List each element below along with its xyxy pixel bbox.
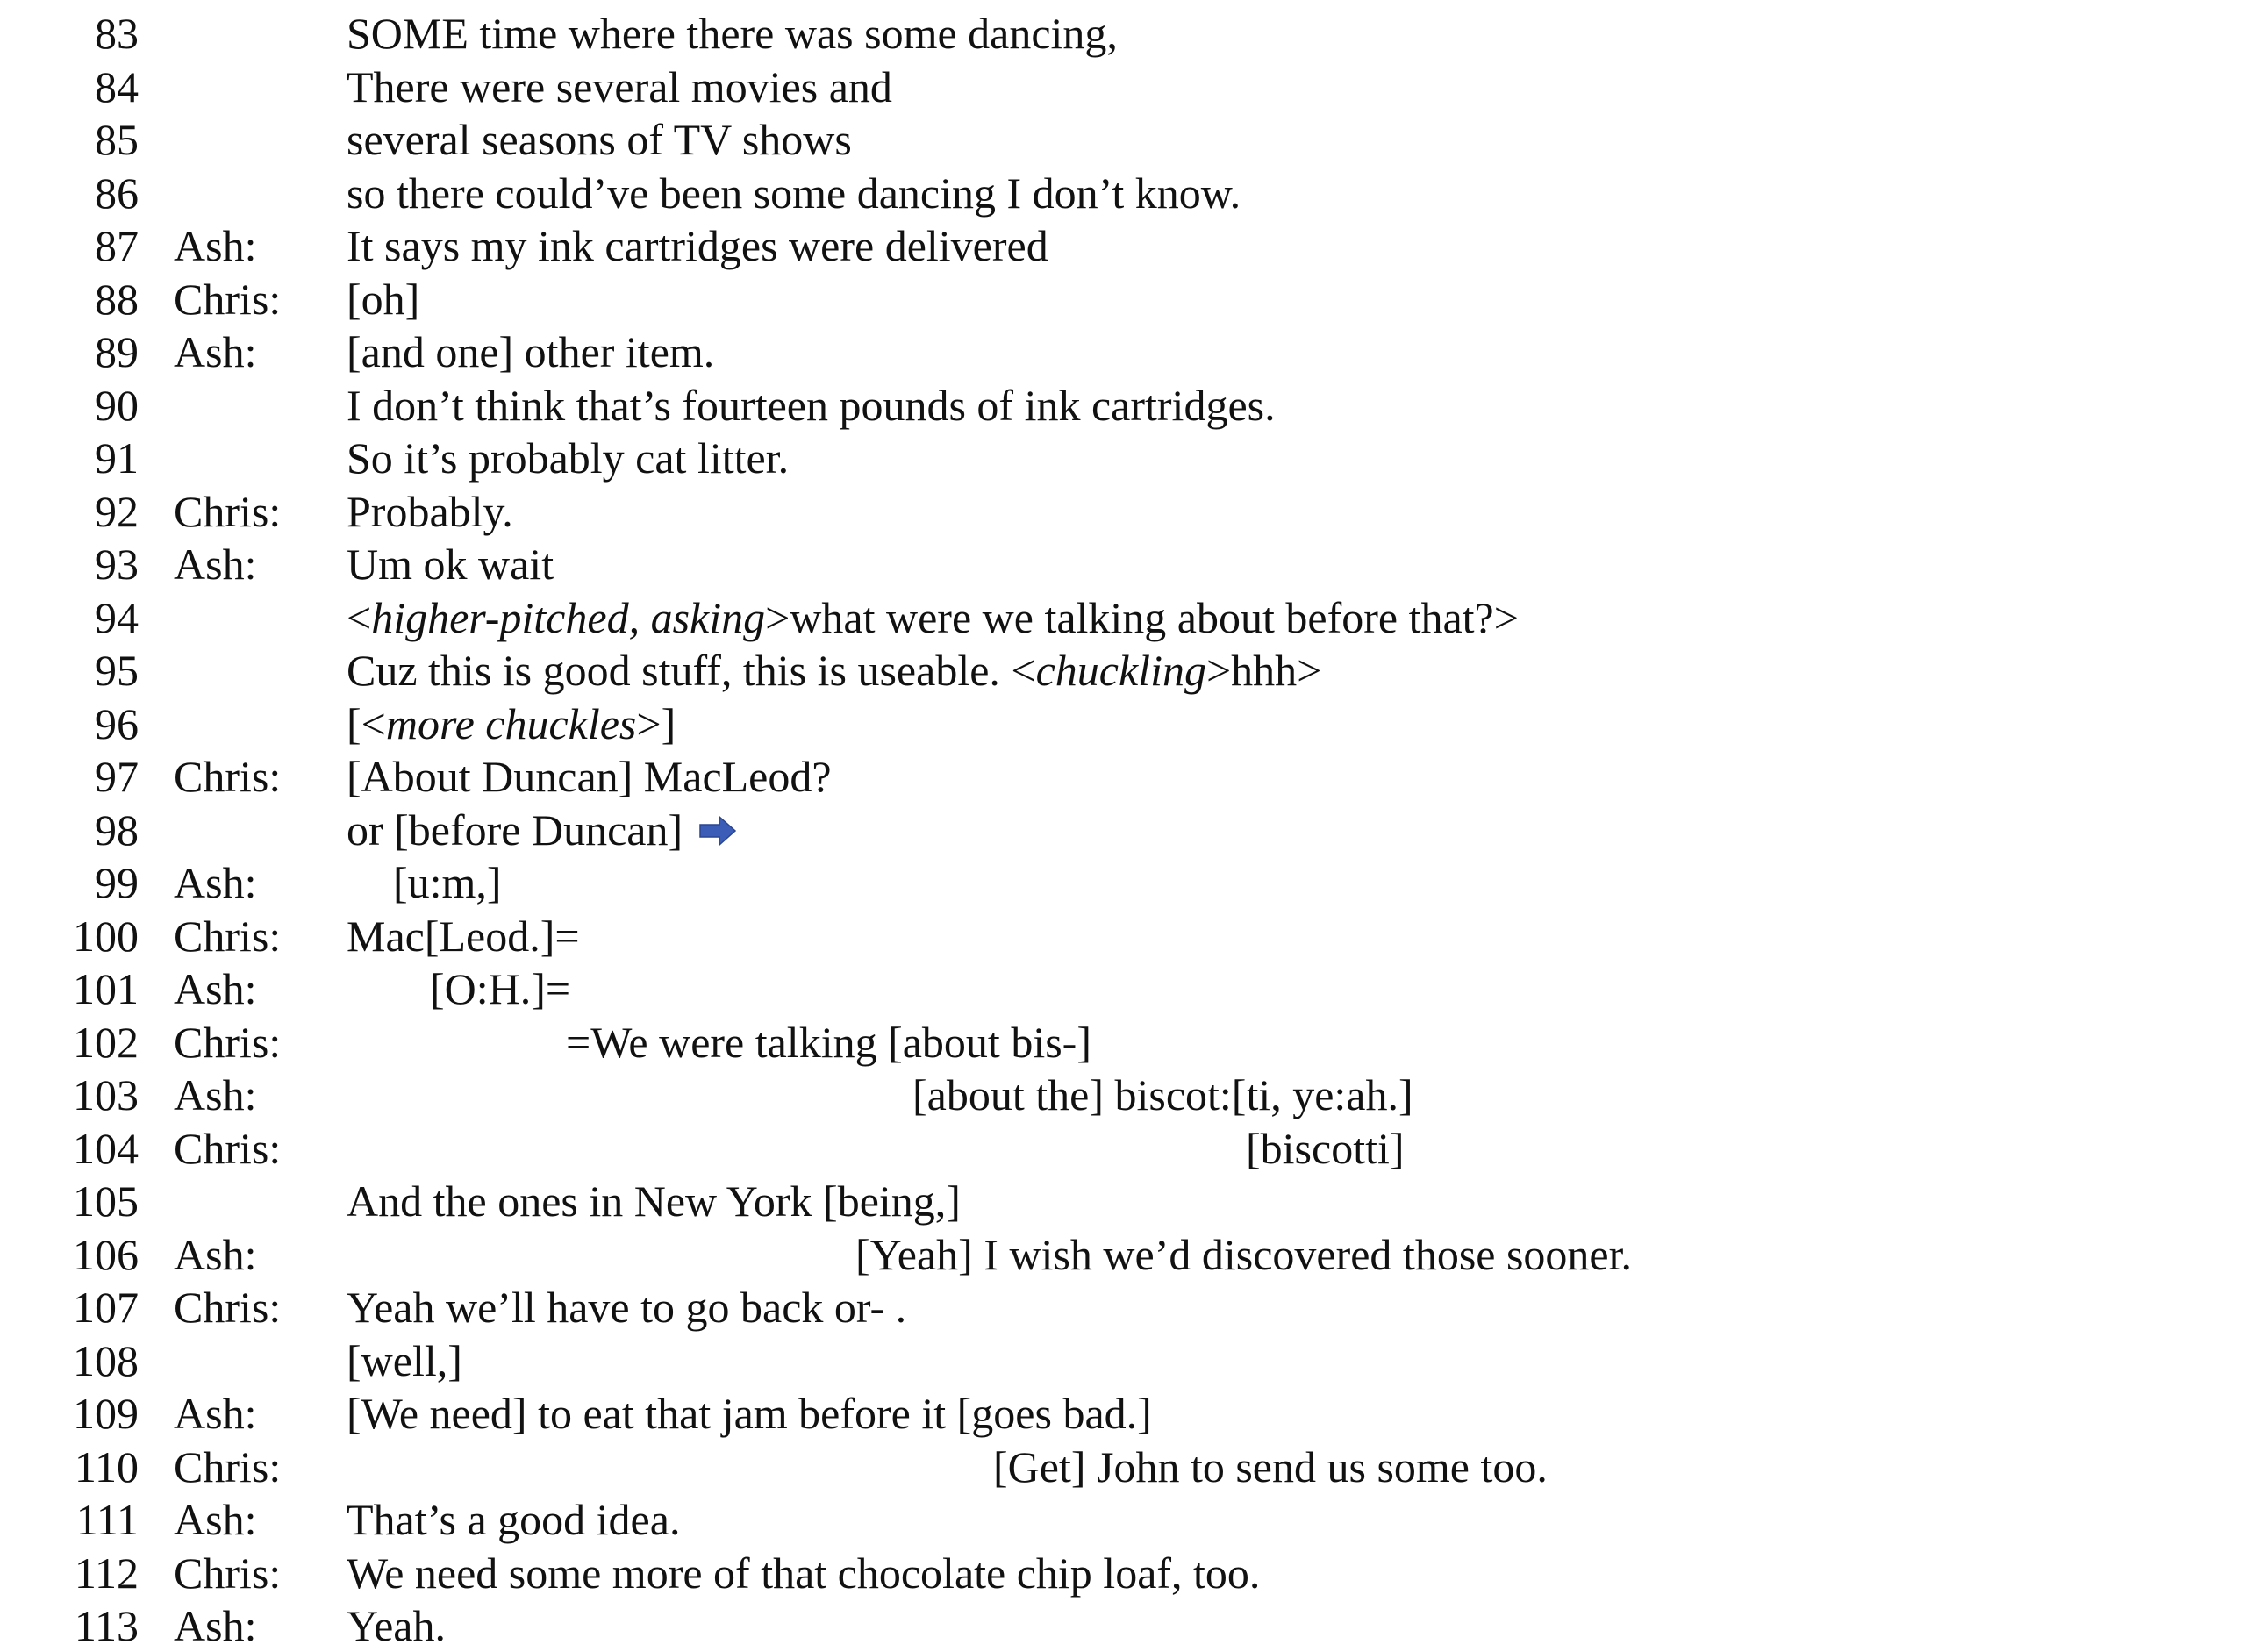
speaker-label: Ash: xyxy=(174,1070,257,1119)
utterance-segment: We need some more of that chocolate chip loaf, too. xyxy=(347,1548,1261,1598)
line-number: 104 xyxy=(73,1123,139,1173)
speaker-label: Chris: xyxy=(174,274,282,324)
utterance-text xyxy=(347,750,832,803)
speaker-label: Chris: xyxy=(174,1441,282,1491)
line-number: 96 xyxy=(95,698,139,748)
nonverbal-annotation: higher-pitched, asking xyxy=(371,592,766,642)
transcript-line xyxy=(0,644,2246,697)
line-number: 112 xyxy=(74,1548,139,1598)
utterance-segment: so there could’ve been some dancing I don’t know. xyxy=(347,168,1241,218)
utterance-segment: And the ones in New York [being,] xyxy=(347,1176,961,1226)
utterance-segment: [Get] John to send us some too. xyxy=(993,1441,1548,1491)
utterance-segment: [oh] xyxy=(347,274,420,324)
speaker-label: Chris: xyxy=(174,1017,282,1067)
line-number: 99 xyxy=(95,858,139,907)
utterance-text xyxy=(855,1228,1632,1281)
transcript-line xyxy=(0,1547,2246,1599)
utterance-segment: [< xyxy=(347,698,386,748)
transcript-line xyxy=(0,1122,2246,1175)
utterance-text xyxy=(347,1387,1152,1440)
utterance-segment: [well,] xyxy=(347,1335,462,1385)
line-number: 98 xyxy=(95,805,139,855)
right-arrow-icon xyxy=(698,815,737,847)
utterance-segment: [about the] biscot:[ti, ye:ah.] xyxy=(912,1070,1413,1119)
line-number: 84 xyxy=(95,61,139,111)
transcript-line xyxy=(0,1441,2246,1493)
utterance-segment: [We need] to eat that jam before it [goes bad.] xyxy=(347,1389,1152,1438)
speaker-label: Ash: xyxy=(174,221,257,270)
utterance-text xyxy=(347,804,737,856)
transcript-line xyxy=(0,538,2246,590)
utterance-text xyxy=(566,1016,1091,1069)
speaker-label: Ash: xyxy=(174,858,257,907)
speaker-label: Ash: xyxy=(174,964,257,1013)
line-number: 108 xyxy=(73,1335,139,1385)
speaker-label: Ash: xyxy=(174,1389,257,1438)
utterance-segment: [and one] other item. xyxy=(347,327,715,376)
line-number: 86 xyxy=(95,168,139,218)
transcript-line xyxy=(0,804,2246,856)
transcript-line xyxy=(0,1069,2246,1121)
utterance-segment: >what were we talking about before that?> xyxy=(765,592,1519,642)
line-number: 90 xyxy=(95,380,139,430)
utterance-segment: That’s a good idea. xyxy=(347,1495,681,1544)
line-number: 101 xyxy=(73,964,139,1013)
utterance-segment: >hhh> xyxy=(1205,646,1322,695)
line-number: 102 xyxy=(73,1017,139,1067)
line-number: 105 xyxy=(73,1176,139,1226)
utterance-text xyxy=(347,910,580,962)
line-number: 88 xyxy=(95,274,139,324)
speaker-label: Ash: xyxy=(174,1495,257,1544)
line-number: 106 xyxy=(73,1229,139,1279)
line-number: 87 xyxy=(95,221,139,270)
transcript-line xyxy=(0,219,2246,272)
utterance-text xyxy=(347,591,1519,644)
utterance-segment: < xyxy=(347,592,372,642)
transcript-line xyxy=(0,750,2246,803)
transcript-line xyxy=(0,1493,2246,1546)
line-number: 95 xyxy=(95,646,139,695)
utterance-text xyxy=(347,1175,961,1227)
line-number: 110 xyxy=(74,1441,139,1491)
utterance-text xyxy=(347,432,789,484)
speaker-label: Chris: xyxy=(174,1283,282,1332)
utterance-text xyxy=(347,485,513,538)
utterance-text xyxy=(347,7,1118,60)
utterance-segment: Probably. xyxy=(347,486,513,536)
utterance-text xyxy=(347,1547,1260,1599)
utterance-segment: Yeah. xyxy=(347,1601,446,1650)
line-number: 91 xyxy=(95,433,139,483)
speaker-label: Ash: xyxy=(174,1229,257,1279)
line-number: 103 xyxy=(73,1070,139,1119)
utterance-text xyxy=(347,167,1241,219)
utterance-text xyxy=(347,697,676,750)
utterance-text xyxy=(347,113,852,166)
transcript-line xyxy=(0,1281,2246,1334)
utterance-segment: [biscotti] xyxy=(1246,1123,1405,1173)
transcript-line xyxy=(0,1016,2246,1069)
utterance-text xyxy=(393,856,502,909)
utterance-segment: several seasons of TV shows xyxy=(347,115,852,164)
transcript-line xyxy=(0,910,2246,962)
utterance-text xyxy=(347,1599,446,1652)
utterance-segment: =We were talking [about bis-] xyxy=(566,1017,1091,1067)
line-number: 109 xyxy=(73,1389,139,1438)
utterance-text xyxy=(347,538,554,590)
utterance-text xyxy=(347,219,1048,272)
utterance-text xyxy=(347,644,1321,697)
transcript-line xyxy=(0,61,2246,113)
line-number: 92 xyxy=(95,486,139,536)
line-number: 89 xyxy=(95,327,139,376)
transcript-line xyxy=(0,1387,2246,1440)
utterance-text xyxy=(347,325,714,378)
utterance-text xyxy=(430,962,570,1015)
speaker-label: Chris: xyxy=(174,486,282,536)
transcript-line xyxy=(0,1599,2246,1652)
utterance-text xyxy=(347,273,419,325)
line-number: 100 xyxy=(73,911,139,961)
line-number: 113 xyxy=(74,1601,139,1650)
utterance-segment: [Yeah] I wish we’d discovered those sooner. xyxy=(855,1229,1633,1279)
speaker-label: Ash: xyxy=(174,327,257,376)
utterance-segment: >] xyxy=(636,698,676,748)
utterance-segment: or [before Duncan] xyxy=(347,805,683,855)
transcript-line xyxy=(0,379,2246,432)
utterance-text xyxy=(347,1334,462,1387)
line-number: 94 xyxy=(95,592,139,642)
speaker-label: Chris: xyxy=(174,752,282,801)
transcript-line xyxy=(0,485,2246,538)
transcript-line xyxy=(0,962,2246,1015)
utterance-text xyxy=(1246,1122,1405,1175)
utterance-text xyxy=(347,61,892,113)
utterance-segment: Yeah we’ll have to go back or- . xyxy=(347,1283,907,1332)
line-number: 97 xyxy=(95,752,139,801)
transcript-line xyxy=(0,1175,2246,1227)
transcript-line xyxy=(0,7,2246,60)
transcript-line xyxy=(0,325,2246,378)
transcript-line xyxy=(0,113,2246,166)
utterance-text xyxy=(912,1069,1413,1121)
transcript-line xyxy=(0,273,2246,325)
speaker-label: Chris: xyxy=(174,911,282,961)
utterance-segment: Cuz this is good stuff, this is useable. < xyxy=(347,646,1036,695)
transcript-line xyxy=(0,856,2246,909)
utterance-segment: [u:m,] xyxy=(393,858,502,907)
utterance-text xyxy=(993,1441,1548,1493)
transcript-line xyxy=(0,167,2246,219)
transcript-line xyxy=(0,697,2246,750)
line-number: 107 xyxy=(73,1283,139,1332)
utterance-segment: SOME time where there was some dancing, xyxy=(347,9,1118,58)
speaker-label: Ash: xyxy=(174,1601,257,1650)
line-number: 85 xyxy=(95,115,139,164)
utterance-segment: I don’t think that’s fourteen pounds of ink cartridges. xyxy=(347,380,1276,430)
utterance-text xyxy=(347,379,1276,432)
utterance-segment: There were several movies and xyxy=(347,61,892,111)
transcript-line xyxy=(0,1228,2246,1281)
utterance-segment: Um ok wait xyxy=(347,540,554,589)
nonverbal-annotation: more chuckles xyxy=(385,698,637,748)
utterance-segment: Mac[Leod.]= xyxy=(347,911,580,961)
speaker-label: Chris: xyxy=(174,1548,282,1598)
transcript-line xyxy=(0,591,2246,644)
utterance-segment: So it’s probably cat litter. xyxy=(347,433,790,483)
utterance-text xyxy=(347,1493,680,1546)
utterance-segment: It says my ink cartridges were delivered xyxy=(347,221,1048,270)
utterance-segment: [About Duncan] MacLeod? xyxy=(347,752,832,801)
line-number: 93 xyxy=(95,540,139,589)
speaker-label: Ash: xyxy=(174,540,257,589)
nonverbal-annotation: chuckling xyxy=(1035,646,1206,695)
utterance-text xyxy=(347,1281,906,1334)
speaker-label: Chris: xyxy=(174,1123,282,1173)
utterance-segment: [O:H.]= xyxy=(430,964,571,1013)
transcript-line xyxy=(0,432,2246,484)
line-number: 111 xyxy=(75,1495,139,1544)
transcript-line xyxy=(0,1334,2246,1387)
line-number: 83 xyxy=(95,9,139,58)
